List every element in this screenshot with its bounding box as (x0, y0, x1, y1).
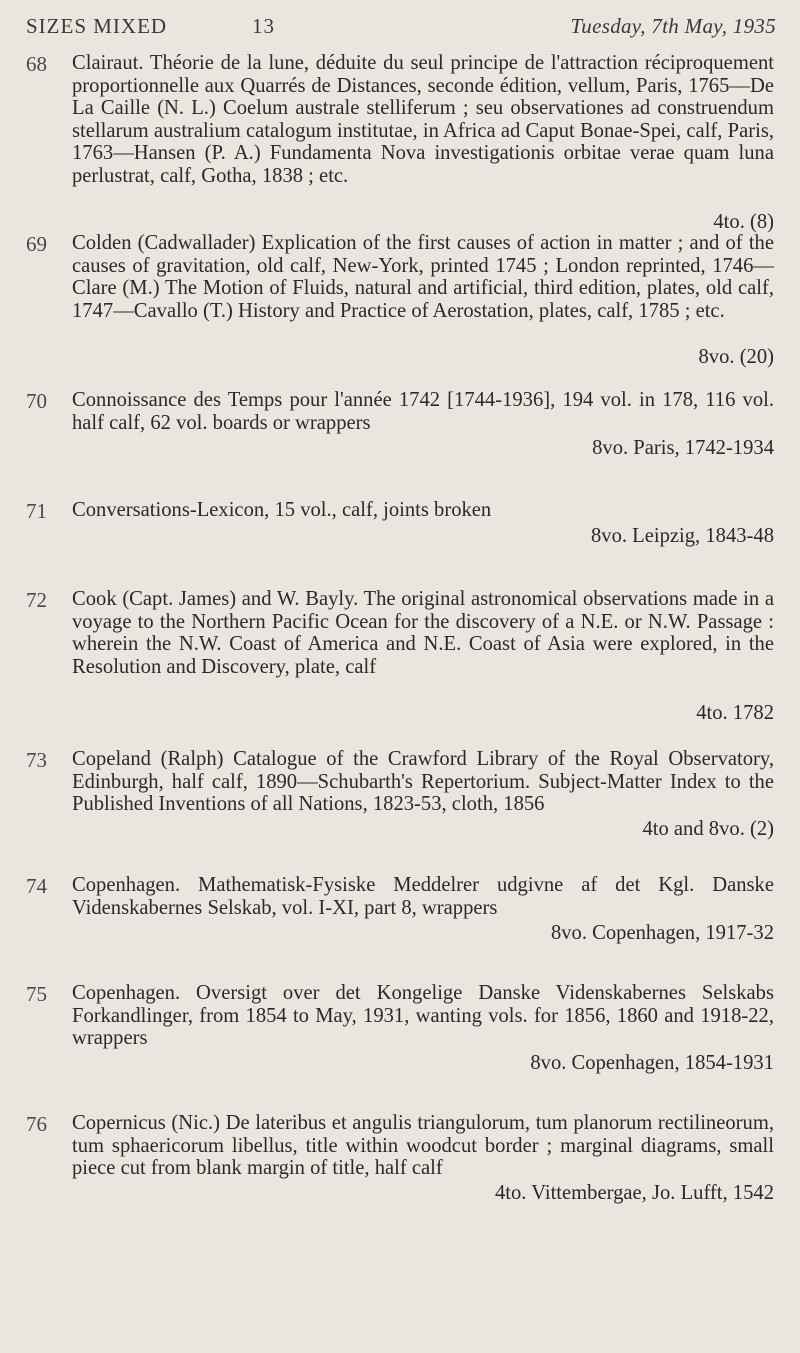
lot-imprint: 8vo. Copenhagen, 1917-32 (550, 922, 774, 944)
lot-description: Copeland (Ralph) Catalogue of the Crawford Library of the Royal Observatory, Edinburgh, half calf, 1890—Schubarth's Repertorium. Subject-Matter Index to the Published Inventions of all Nations, 1823-53, cloth, 1856 (72, 748, 774, 816)
page-header (26, 14, 776, 40)
lot-imprint: 4to. (8) (713, 211, 774, 233)
lot-number: 72 (26, 588, 47, 612)
lot-description: Copenhagen. Mathematisk-Fysiske Meddelrer udgivne af det Kgl. Danske Videnskabernes Selskab, vol. I-XI, part 8, wrappers (72, 874, 774, 919)
lot-imprint: 8vo. Leipzig, 1843-48 (590, 525, 774, 547)
lot-number: 73 (26, 748, 47, 772)
lot-number: 75 (26, 982, 47, 1006)
lot-description: Colden (Cadwallader) Explication of the first causes of action in matter ; and of the causes of gravitation, old calf, New-York, printed 1745 ; London reprinted, 1746—Clare (M.) The Motion of Fluids, natural and artificial, third edition, plates, old calf, 1747—Cavallo (T.) History and Practice of Aerostation, plates, calf, 1785 ; etc. (72, 232, 774, 322)
header-page-number: 13 (252, 14, 275, 38)
header-sale-date: Tuesday, 7th May, 1935 (570, 14, 776, 38)
lot-description: Copernicus (Nic.) De lateribus et angulis triangulorum, tum planorum rectilineorum, tum sphaericorum libellus, title within woodcut border ; marginal diagrams, small piece cut from blank margin of title, half calf (72, 1112, 774, 1180)
lot-imprint: 8vo. (20) (698, 346, 774, 368)
lot-number: 76 (26, 1112, 47, 1136)
lot-number: 68 (26, 52, 47, 76)
lot-number: 74 (26, 874, 47, 898)
lot-description: Cook (Capt. James) and W. Bayly. The original astronomical observations made in a voyage to the Northern Pacific Ocean for the discovery of a N.E. or N.W. Passage : wherein the N.W. Coast of America and N.E. Coast of Asia were explored, in the Resolution and Discovery, plate, calf (72, 588, 774, 678)
lot-description: Copenhagen. Oversigt over det Kongelige Danske Videnskabernes Selskabs Forkandlinger, from 1854 to May, 1931, wanting vols. for 1856, 1860 and 1918-22, wrappers (72, 982, 774, 1050)
lot-number: 70 (26, 389, 47, 413)
lot-imprint: 4to. 1782 (696, 702, 774, 724)
lot-description: Clairaut. Théorie de la lune, déduite du seul principe de l'attraction réciproquement proportionnelle aux Quarrés de Distances, seconde édition, vellum, Paris, 1765—De La Caille (N. L.) Coelum australe stelliferum ; seu observationes ad construendum stellarum australium catalogum institutae, in Africa ad Caput Bonae-Spei, calf, Paris, 1763—Hansen (P. A.) Fundamenta Nova investigationis orbitae verae quam luna perlustrat, calf, Gotha, 1838 ; etc. (72, 52, 774, 187)
lot-number: 71 (26, 499, 47, 523)
header-section-title: SIZES MIXED (26, 14, 168, 38)
lot-imprint: 4to and 8vo. (2) (642, 818, 774, 840)
lot-description: Conversations-Lexicon, 15 vol., calf, joints broken (72, 499, 492, 521)
lot-description: Connoissance des Temps pour l'année 1742 [1744-1936], 194 vol. in 178, 116 vol. half calf, 62 vol. boards or wrappers (72, 389, 774, 434)
lot-imprint: 8vo. Paris, 1742-1934 (592, 437, 774, 459)
lot-imprint: 4to. Vittembergae, Jo. Lufft, 1542 (494, 1182, 774, 1204)
lot-imprint: 8vo. Copenhagen, 1854-1931 (530, 1052, 774, 1074)
lot-number: 69 (26, 232, 47, 256)
